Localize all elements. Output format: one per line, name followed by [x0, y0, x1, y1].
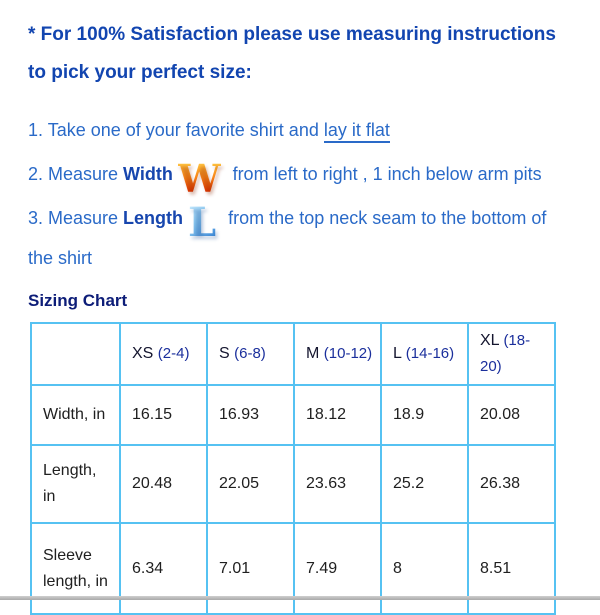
size-letter: L: [393, 345, 402, 362]
row-label: Length, in: [31, 445, 120, 523]
table-row-length: [31, 445, 555, 523]
length-term: Length: [123, 208, 184, 228]
sleeve-xs-cell: 6.34: [120, 523, 207, 614]
sizing-chart-title: Sizing Chart: [28, 291, 128, 310]
size-range: (14-16): [405, 345, 455, 362]
step-1-text: 1. Take one of your favorite shirt and: [28, 120, 324, 140]
length-s-cell: 22.05: [207, 445, 294, 523]
size-letter: XS: [132, 345, 154, 362]
width-xl-cell: 20.08: [468, 385, 555, 445]
length-l-cell: 25.2: [381, 445, 468, 523]
size-range: (2-4): [157, 345, 190, 362]
table-header-row: [31, 323, 555, 385]
table-row-sleeve-length: [31, 523, 555, 614]
width-l-cell: 18.9: [381, 385, 468, 445]
intro-heading: [28, 16, 574, 92]
size-letter: M: [306, 345, 320, 362]
table-row-width: [31, 385, 555, 445]
row-label: Width, in: [31, 385, 120, 445]
size-letter: S: [219, 345, 230, 362]
size-range: (10-12): [323, 345, 373, 362]
sleeve-xl-cell: 8.51: [468, 523, 555, 614]
step-3-text: 3. Measure: [28, 208, 124, 228]
corner-cell: [31, 323, 120, 385]
width-letter-icon: W: [177, 156, 221, 201]
step-1: [28, 115, 574, 146]
step-3: [28, 199, 574, 274]
step-2-suffix: from left to right , 1 inch below arm pits: [227, 164, 542, 184]
sleeve-m-cell: 7.49: [294, 523, 381, 614]
length-letter-icon: L: [188, 199, 217, 246]
sleeve-l-cell: 8: [381, 523, 468, 614]
page-bottom-edge: [0, 596, 600, 600]
size-range: (6-8): [234, 345, 266, 362]
width-term: Width: [123, 164, 173, 184]
length-m-cell: 23.63: [294, 445, 381, 523]
step-2: [28, 156, 574, 201]
step-3-suffix: from the top neck seam to the bottom of the shirt: [28, 208, 547, 268]
length-xs-cell: 20.48: [120, 445, 207, 523]
length-xl-cell: 26.38: [468, 445, 555, 523]
column-header-xs: [120, 323, 207, 385]
width-s-cell: 16.93: [207, 385, 294, 445]
lay-it-flat-underlined-text: lay it flat: [324, 120, 390, 143]
width-m-cell: 18.12: [294, 385, 381, 445]
intro-line-2: to pick your perfect size:: [28, 62, 252, 83]
step-2-text: 2. Measure: [28, 164, 124, 184]
column-header-l: [381, 323, 468, 385]
size-letter: XL: [480, 332, 499, 349]
column-header-s: [207, 323, 294, 385]
column-header-xl: [468, 323, 555, 385]
size-range: (18-20): [480, 332, 531, 375]
sizing-table: [30, 322, 556, 615]
sleeve-s-cell: 7.01: [207, 523, 294, 614]
intro-line-1: * For 100% Satisfaction please use measuring instructions: [28, 24, 556, 45]
row-label: Sleeve length, in: [31, 523, 120, 614]
column-header-m: [294, 323, 381, 385]
width-xs-cell: 16.15: [120, 385, 207, 445]
